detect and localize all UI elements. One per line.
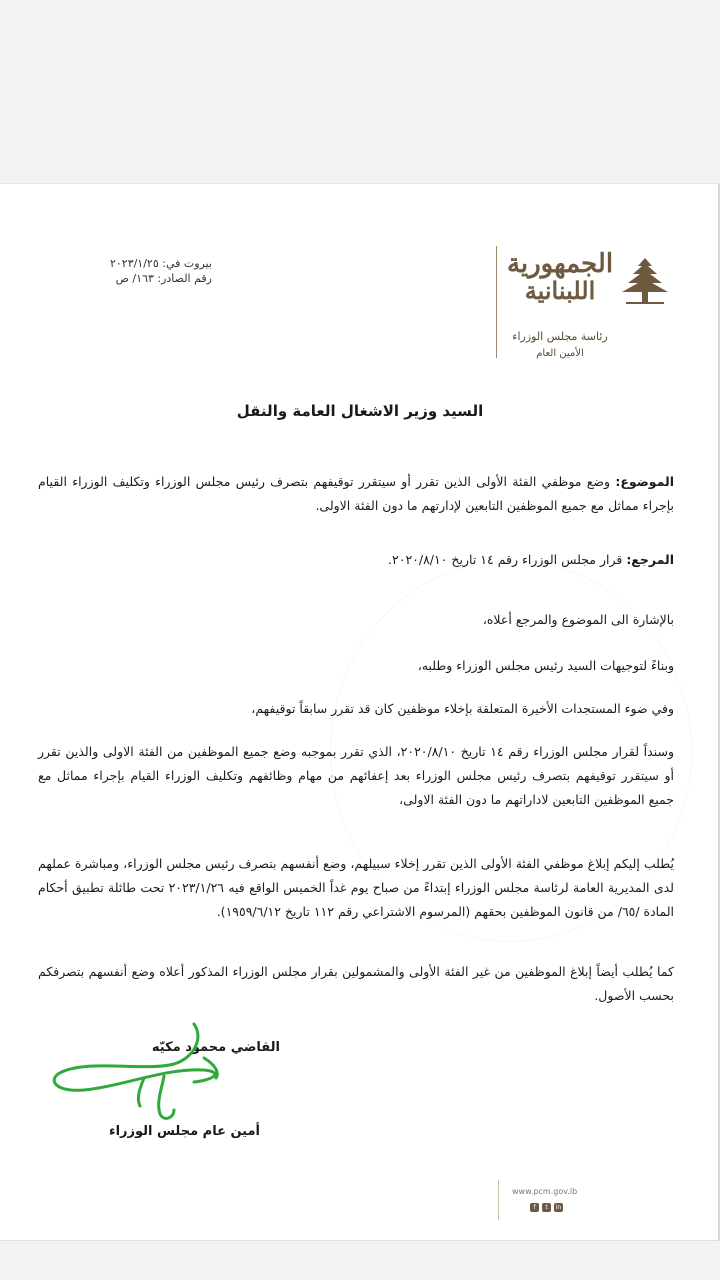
body-paragraph-6: كما يُطلب أيضاً إبلاغ الموظفين من غير الفئة الأولى والمشمولين بقرار مجلس الوزراء المذكور أعلاه وضع أنفسهم بتصرفكم بحسب الأصول. [38, 964, 674, 1003]
crest-line2: اللبنانية [524, 276, 596, 305]
twitter-icon: t [542, 1203, 551, 1212]
footer-url: www.pcm.gov.lb [512, 1187, 578, 1196]
signatory-title: أمين عام مجلس الوزراء [108, 1124, 260, 1139]
republic-logotype [505, 250, 615, 304]
body-paragraph-3: وفي ضوء المستجدات الأخيرة المتعلقة بإخلاء موظفين كان قد تقرر سابقاً توقيفهم، [251, 701, 674, 716]
viewer-bottom-area [0, 1241, 720, 1280]
subject-label: الموضوع: [615, 474, 674, 489]
subject-paragraph [38, 470, 674, 518]
reference-label: المرجع: [626, 552, 674, 567]
body-paragraph-1: بالإشارة الى الموضوع والمرجع أعلاه، [482, 612, 674, 627]
body-paragraph-2: وبناءً لتوجيهات السيد رئيس مجلس الوزراء وطلبه، [417, 658, 674, 673]
header-divider [496, 246, 497, 358]
facebook-icon: f [530, 1203, 539, 1212]
city-date: بيروت في: ٢٠٢٣/١/٢٥ [109, 257, 212, 270]
body-paragraph-4: وسنداً لقرار مجلس الوزراء رقم ١٤ تاريخ ٢٠٢٠/٨/١٠، الذي تقرر بموجبه وضع جميع الموظفين من الفئة الاولى والذين تقرر أو سيتقرر توقيفهم بتصرف رئيس مجلس الوزراء بعد إعفائهم من مهام وظائفهم وتكليف الوزراء القيام بإجراء مماثل مع جميع الموظفين التابعين لاداراتهم ما دون الفئة الاولى، [38, 744, 674, 807]
linkedin-icon: in [555, 1204, 562, 1211]
subject-text: وضع موظفي الفئة الأولى الذين تقرر أو سيتقرر توقيفهم بتصرف رئيس مجلس الوزراء وتكليف الوزراء القيام بإجراء مماثل مع جميع الموظفين التابعين لإدارتهم ما دون الفئة الاولى. [38, 474, 674, 513]
outgoing-number: رقم الصادر: ١٦٣/ ص [115, 272, 212, 285]
date-reference-block [52, 256, 212, 286]
addressee: السيد وزير الاشغال العامة والنقل [236, 402, 484, 420]
secretary-general-label: الأمين العام [536, 348, 584, 359]
presidency-label: رئاسة مجلس الوزراء [512, 330, 608, 343]
social-icons [530, 1203, 563, 1212]
body-paragraph-5: يُطلب إليكم إبلاغ موظفي الفئة الأولى الذين تقرر إخلاء سبيلهم، وضع أنفسهم بتصرف رئيس مجلس الوزراء، ومباشرة عملهم لدى المديرية العامة لرئاسة مجلس الوزراء إبتداءً من صباح يوم غداً الخميس الواقع فيه ٢٠٢٣/١/٢٦ تحت طائلة تطبيق أحكام المادة /٦٥/ من قانون الموظفين بحقهم (المرسوم الاشتراعي رقم ١١٢ تاريخ ١٩٥٩/٦/١٢). [38, 856, 674, 919]
reference-paragraph [38, 548, 674, 572]
viewer-top-area [0, 0, 720, 184]
crest-line1: الجمهورية [506, 249, 614, 279]
signatory-name: القاضي محمود مكيّه [151, 1040, 280, 1055]
handwritten-signature [44, 1018, 254, 1128]
footer-divider [498, 1180, 499, 1220]
reference-text: قرار مجلس الوزراء رقم ١٤ تاريخ ٢٠٢٠/٨/١٠. [388, 552, 623, 567]
cedar-logo-icon [612, 256, 678, 306]
